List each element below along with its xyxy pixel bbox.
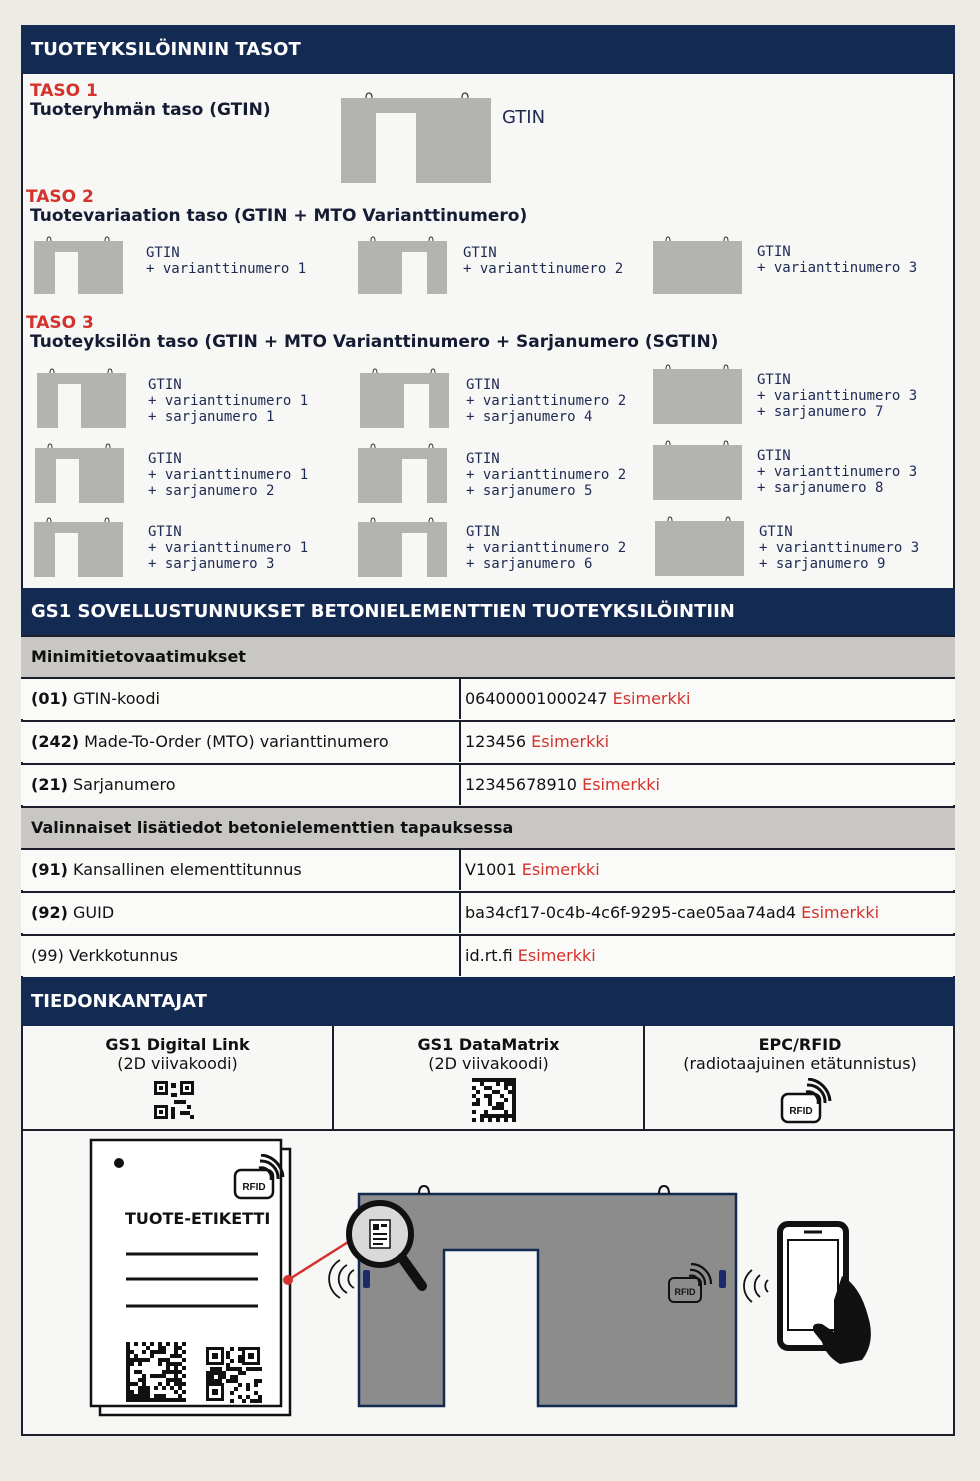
svg-text:RFID: RFID — [674, 1287, 696, 1297]
element-level3-5 — [357, 443, 449, 505]
datamatrix-icon — [472, 1078, 516, 1122]
svg-text:RFID: RFID — [242, 1182, 266, 1193]
level3-item-8: GTIN + varianttinumero 3 + sarjanumero 8 — [757, 448, 918, 496]
ai-value: 06400001000247 Esimerkki — [465, 689, 691, 708]
level3-item-4: GTIN + varianttinumero 2 + sarjanumero 4 — [466, 377, 627, 425]
carrier-rfid — [645, 1035, 955, 1073]
level1-label: GTIN — [502, 107, 546, 128]
carrier-subtitle: (radiotaajuinen etätunnistus) — [683, 1054, 917, 1073]
table-subheader-required: Minimitietovaatimukset — [21, 635, 955, 677]
carrier-digital-link — [23, 1035, 332, 1073]
level3-item-5: GTIN + varianttinumero 2 + sarjanumero 5 — [466, 451, 627, 499]
carrier-subtitle: (2D viivakoodi) — [428, 1054, 549, 1073]
carrier-title: GS1 DataMatrix — [417, 1035, 560, 1054]
level3-name: TASO 3 — [26, 313, 94, 333]
carrier-title: EPC/RFID — [758, 1035, 842, 1054]
section-title: TIEDONKANTAJAT — [31, 991, 207, 1012]
element-level3-4 — [359, 368, 451, 430]
ai-value: V1001 Esimerkki — [465, 860, 600, 879]
element-level2-2 — [357, 236, 449, 296]
level2-title: Tuotevariaation taso (GTIN + MTO Varianttinumero) — [30, 206, 528, 226]
level2-item-3: GTIN + varianttinumero 3 — [757, 244, 918, 276]
level3-item-2: GTIN + varianttinumero 1 + sarjanumero 2 — [148, 451, 309, 499]
table-row — [21, 763, 955, 805]
element-level1 — [340, 92, 492, 184]
element-level3-8 — [652, 440, 744, 502]
table-row — [21, 934, 955, 976]
element-level2-1 — [33, 236, 125, 296]
smartphone-icon — [776, 1220, 886, 1366]
qr-code-icon — [154, 1081, 194, 1119]
element-level3-6 — [357, 517, 449, 579]
section-header-carriers — [21, 977, 955, 1026]
ai-label: (21) Sarjanumero — [31, 775, 176, 794]
table-row — [21, 677, 955, 719]
svg-text:RFID: RFID — [789, 1106, 813, 1117]
ai-label: (99) Verkkotunnus — [31, 946, 178, 965]
signal-waves-icon — [738, 1266, 774, 1306]
table-row — [21, 848, 955, 890]
section-title: TUOTEYKSILÖINNIN TASOT — [31, 39, 301, 60]
carrier-title: GS1 Digital Link — [105, 1035, 250, 1054]
element-level2-3 — [652, 236, 744, 296]
ai-label: (92) GUID — [31, 903, 115, 922]
ai-value: 12345678910 Esimerkki — [465, 775, 660, 794]
rfid-icon — [233, 1154, 285, 1200]
level2-item-2: GTIN + varianttinumero 2 — [463, 245, 624, 277]
section-title: GS1 SOVELLUSTUNNUKSET BETONIELEMENTTIEN TUOTEYKSILÖINTIIN — [31, 601, 735, 622]
carrier-bottom-rule — [21, 1129, 955, 1131]
level3-item-6: GTIN + varianttinumero 2 + sarjanumero 6 — [466, 524, 627, 572]
element-level3-2 — [34, 443, 126, 505]
carrier-subtitle: (2D viivakoodi) — [117, 1054, 238, 1073]
ai-value: 123456 Esimerkki — [465, 732, 610, 751]
element-level3-1 — [36, 368, 128, 430]
magnifier-icon — [344, 1198, 428, 1294]
level1-title: Tuoteryhmän taso (GTIN) — [30, 100, 271, 120]
carrier-datamatrix — [334, 1035, 643, 1073]
level1-name: TASO 1 — [30, 81, 98, 101]
ai-value: id.rt.fi Esimerkki — [465, 946, 596, 965]
ai-label: (91) Kansallinen elementtitunnus — [31, 860, 302, 879]
level3-title: Tuoteyksilön taso (GTIN + MTO Varianttinumero + Sarjanumero (SGTIN) — [30, 332, 719, 352]
level3-item-1: GTIN + varianttinumero 1 + sarjanumero 1 — [148, 377, 309, 425]
level3-item-9: GTIN + varianttinumero 3 + sarjanumero 9 — [759, 524, 920, 572]
table-row — [21, 720, 955, 762]
rfid-icon — [780, 1078, 832, 1124]
element-level3-7 — [652, 364, 744, 426]
section-header-app-ids — [21, 588, 955, 635]
level2-item-1: GTIN + varianttinumero 1 — [146, 245, 307, 277]
section-header-levels — [21, 25, 955, 74]
element-level3-3 — [33, 517, 125, 579]
level3-item-3: GTIN + varianttinumero 1 + sarjanumero 3 — [148, 524, 309, 572]
label-title: TUOTE-ETIKETTI — [125, 1209, 271, 1228]
ai-value: ba34cf17-0c4b-4c6f-9295-cae05aa74ad4 Esimerkki — [465, 903, 880, 922]
level3-item-7: GTIN + varianttinumero 3 + sarjanumero 7 — [757, 372, 918, 420]
table-row — [21, 891, 955, 933]
ai-label: (242) Made-To-Order (MTO) varianttinumero — [31, 732, 389, 751]
level2-name: TASO 2 — [26, 187, 94, 207]
ai-label: (01) GTIN-koodi — [31, 689, 160, 708]
table-subheader-optional: Valinnaiset lisätiedot betonielementtien tapauksessa — [21, 806, 955, 848]
element-level3-9 — [654, 516, 746, 578]
